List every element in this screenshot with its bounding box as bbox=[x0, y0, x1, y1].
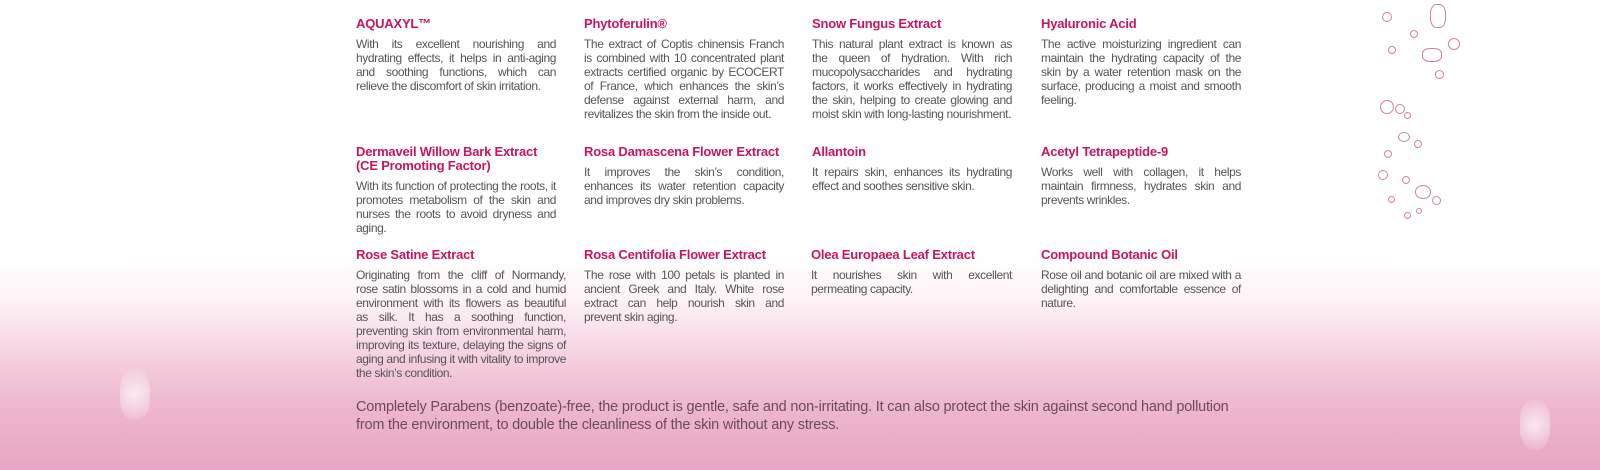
ingredient-olea-europaea bbox=[811, 248, 1012, 296]
ingredient-description: Rose oil and botanic oil are mixed with a delighting and comfortable essence of nature. bbox=[1041, 268, 1241, 310]
ingredient-name: AQUAXYL™ bbox=[356, 16, 431, 31]
ingredient-description: This natural plant extract is known as the queen of hydration. With rich mucopolysaccharides and hydrating factors, it works effectively in hydrating the skin, helping to create glowing and moist skin with long-lasting nourishment. bbox=[812, 37, 1012, 121]
ingredient-name: Acetyl Tetrapeptide-9 bbox=[1041, 144, 1169, 159]
ingredient-description: With its function of protecting the roots, it promotes metabolism of the skin and nurses the roots to avoid dryness and aging. bbox=[356, 179, 556, 235]
ingredient-acetyl-tetrapeptide bbox=[1041, 145, 1241, 207]
ingredient-rosa-damascena bbox=[584, 145, 784, 207]
sparkle-left-decoration bbox=[120, 370, 150, 420]
ingredient-description: The active moisturizing ingredient can maintain the hydrating capacity of the skin by a water retention mask on the surface, producing a moist and smooth feeling. bbox=[1041, 37, 1241, 107]
ingredient-snow-fungus bbox=[812, 17, 1012, 121]
ingredient-name: Rose Satine Extract bbox=[356, 247, 475, 262]
parabens-free-statement: Completely Parabens (benzoate)-free, the product is gentle, safe and non-irritating. It can also protect the skin against second hand pollution from the environment, to double the cleanliness of the skin without any stress. bbox=[356, 399, 1229, 433]
ingredient-description: It repairs skin, enhances its hydrating effect and soothes sensitive skin. bbox=[812, 165, 1012, 193]
ingredient-aquaxyl bbox=[356, 17, 556, 93]
ingredient-description: The extract of Coptis chinensis Franch is combined with 10 concentrated plant extracts certified organic by ECOCERT of France, which enhances the skin’s defense against external harm, and revitalizes the skin from the inside out. bbox=[584, 37, 784, 121]
ingredient-description: It improves the skin’s condition, enhances its water retention capacity and improves dry skin problems. bbox=[584, 165, 784, 207]
ingredient-description: Originating from the cliff of Normandy, rose satin blossoms in a cold and humid environment with its flowers as beautiful as silk. It has a soothing function, preventing skin from environmental harm, improving its texture, delaying the signs of aging and infusing it with vitality to improve the skin’s condition. bbox=[356, 268, 566, 380]
ingredient-name: Rosa Damascena Flower Extract bbox=[584, 144, 780, 159]
ingredient-dermaveil bbox=[356, 145, 556, 235]
ingredient-name: Snow Fungus Extract bbox=[812, 16, 942, 31]
sparkle-right-decoration bbox=[1520, 400, 1550, 450]
ingredient-description: With its excellent nourishing and hydrating effects, it helps in anti-aging and soothing functions, which can relieve the discomfort of skin irritation. bbox=[356, 37, 556, 93]
ingredient-name: Compound Botanic Oil bbox=[1041, 247, 1178, 262]
ingredient-allantoin bbox=[812, 145, 1012, 193]
ingredient-compound-botanic-oil bbox=[1041, 248, 1241, 310]
ingredient-name: Rosa Centifolia Flower Extract bbox=[584, 247, 766, 262]
ingredient-name: Dermaveil Willow Bark Extract (CE Promoting Factor) bbox=[356, 144, 538, 173]
ingredient-name: Phytoferulin® bbox=[584, 16, 667, 31]
ingredient-rose-satine bbox=[356, 248, 566, 380]
ingredient-hyaluronic-acid bbox=[1041, 17, 1241, 107]
ingredient-description: The rose with 100 petals is planted in ancient Greek and Italy. White rose extract can help nourish skin and prevent skin aging. bbox=[584, 268, 784, 324]
ingredient-description: It nourishes skin with excellent permeating capacity. bbox=[811, 268, 1012, 296]
ingredient-description: Works well with collagen, it helps maintain firmness, hydrates skin and prevents wrinkles. bbox=[1041, 165, 1241, 207]
ingredient-rosa-centifolia bbox=[584, 248, 784, 324]
ingredient-name: Hyaluronic Acid bbox=[1041, 16, 1137, 31]
bubbles-decoration-icon bbox=[1370, 0, 1480, 240]
ingredient-name: Allantoin bbox=[812, 144, 866, 159]
ingredient-name: Olea Europaea Leaf Extract bbox=[811, 247, 975, 262]
ingredient-phytoferulin bbox=[584, 17, 784, 121]
